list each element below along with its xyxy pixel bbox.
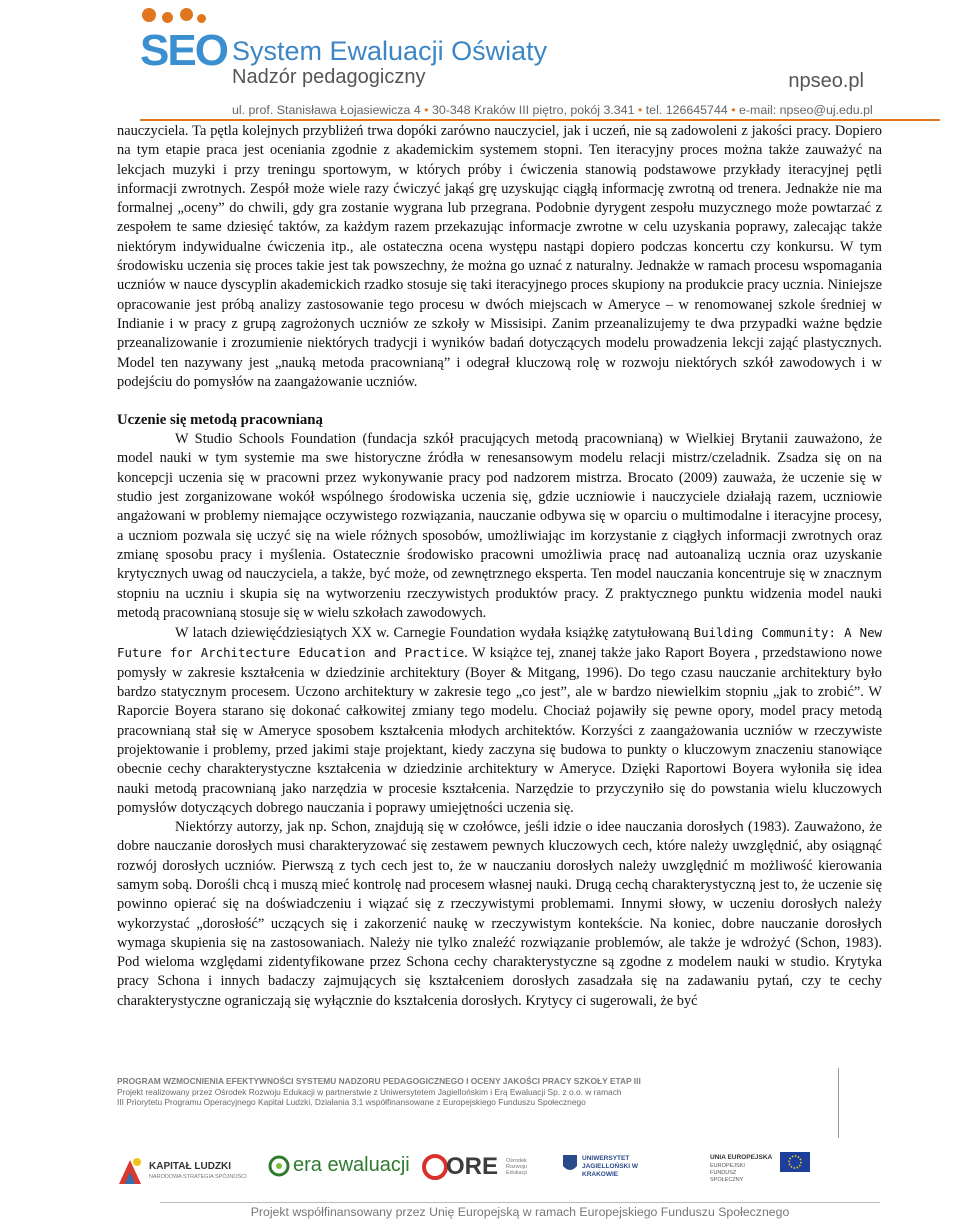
header-site-link[interactable]: npseo.pl xyxy=(788,70,864,92)
uj-crest-icon xyxy=(562,1154,578,1174)
era-text: era ewaluacji xyxy=(293,1154,410,1176)
header-address xyxy=(232,103,873,117)
paragraph-3-rest: . W książce tej, znanej także jako Raport Boyera , przedstawiono nowe pomysły w zakresie kształcenia w dziedzinie architektury (Boyer & Mitgang, 1996). Do tego czasu nauczanie architektury było bardzo statycznym procesem. Uczono architektury w zakresie tego „co jest”, ale w bardzo niewielkim stopniu „jak to zrobić”. W Raporcie Boyera starano się dokonać całkowitej zmiany tego modelu. Chociaż pojawiły się pewne opory, model pracy metodą pracownianą stał się w Ameryce sposobem kształcenia młodych architektów. Korzyści z zaangażowania uczniów w rzeczywiste projektowanie i problemy, przed jakimi staje projektant, kiedy zaczyna się budowa to punkty o kluczowym znaczeniu stanowiące obecnie cechy charakterystyczne kształcenia w dziedzinie architektury w Ameryce. Dzięki Raportowi Boyera wyłoniła się idea nauki metodą pracownianą jako narzędzia w procesie kształcenia. Narzędzie to przyczyniło się do powstania wielu kluczowych pomysłów dotyczących dobrego nauczania i poprawy umiejętności uczenia się. xyxy=(117,645,882,816)
footer-project-line: Projekt realizowany przez Ośrodek Rozwoju Edukacji w partnerstwie z Uniwersytetem Jagiellońskim i Erą Ewaluacji Sp. z o.o. w ramach xyxy=(117,1087,622,1097)
era-ewaluacji-logo xyxy=(267,1148,410,1194)
address-separator: • xyxy=(424,103,429,117)
ore-text: ORE xyxy=(446,1153,499,1180)
ue-logo xyxy=(710,1148,860,1194)
uj-logo xyxy=(562,1148,692,1194)
kapital-ludzki-icon xyxy=(117,1156,143,1186)
paragraph-3-start: W latach dziewięćdziesiątych XX w. Carnegie Foundation wydała książkę zatytułowaną xyxy=(175,625,694,642)
address-separator: • xyxy=(731,103,736,117)
paragraph-1: nauczyciela. Ta pętla kolejnych przybliżeń trwa dopóki zarówno nauczyciel, jak i uczeń, nie są zadowoleni z jakości pracy. Dopiero na tym etapie praca jest oceniania zgodnie z akademickim systemem stopni. Ten iteracyjny proces można także zauważyć na lekcjach muzyki i przy treningu sportowym, w których próby i ćwiczenia stanowią podstawowe przykłady iteracyjnej pętli informacji zwrotnych. Zespół może wiele razy ćwiczyć jakąś grę uzyskując ciągłą informację zwrotną od trenera. Jednakże nie ma formalnej „oceny” do chwili, gdy gra zostanie wygrana lub przegrana. Podobnie dyrygent zespołu muzycznego może powtarzać z zespołem te same dziesięć taktów, za każdym razem przekazując informacje zwrotne w celu uzyskania poprawy, zalecając także niektórym indywidualne ćwiczenia itp., ale ostateczna ocena występu nastąpi dopiero podczas koncertu czy konkursu. W tym środowisku uczenia się proces takie jest tak powszechny, że można go uznać z naturalny. Jednakże w ramach procesu wspomagania uczniów w nauce dyscyplin akademickich rzadko stosuje się taki iteracyjnego proces skupiony na produkcie pracy ucznia. Niniejsze opracowanie jest próbą analizy zastosowanie tego procesu w dwóch miejscach w Ameryce – w renomowanej szkole średniej w Indianie i w pracy z grupą zagrożonych uczniów ze szkoły w Missisipi. Zanim przeanalizujemy te dwa przypadki ważne będzie przeanalizowanie i zrozumienie niektórych tradycji i wyników badań dotyczących modelu prowadzenia lekcji zająć plastycznych. Model ten nazywany jest „nauką metoda pracownianą” i odegrał kluczową rolę w rozwoju niektórych szkół zawodowych i w podejściu do pomysłów na zaangażowanie uczniów. xyxy=(117,123,882,390)
book-title: Building Community: A New Future for Architecture Education and Practice xyxy=(117,625,883,661)
page-header xyxy=(0,0,960,122)
footer-program-info xyxy=(117,1076,837,1116)
footer-logos xyxy=(117,1148,957,1198)
header-subtitle: Nadzór pedagogiczny xyxy=(232,66,426,88)
ore-circle-icon xyxy=(422,1154,448,1180)
ue-text: UNIA EUROPEJSKA xyxy=(710,1154,773,1161)
address-email[interactable]: e-mail: npseo@uj.edu.pl xyxy=(738,103,873,117)
footer-priority-line: III Priorytetu Programu Operacyjnego Kapitał Ludzki, Działania 3.1 współfinansowane z Europejskiego Funduszu Społecznego xyxy=(117,1097,586,1107)
ue-sub: EUROPEJSKI FUNDUSZ SPOŁECZNY xyxy=(710,1163,745,1183)
header-title: System Ewaluacji Oświaty xyxy=(232,36,548,66)
paragraph-2: W Studio Schools Foundation (fundacja szkół pracujących metodą pracownianą) w Wielkiej Brytanii zauważono, że model nauki w tym systemie ma swe historyczne źródła w renesansowym modelu relacji mistrz/czeladnik. Zsadza się on na koncepcji uczenia się w pracowni przez wykonywanie pracy pod nadzorem mistrza. Brocato (2009) zauważa, że uczenie się w studio jest zorganizowane wokół wspólnego środowiska uczenia się, gdzie uczniowie i nauczyciele działają razem, uczniowie angażowani w problemy niemające oczywistego rozwiązania, nauczanie odbywa się w oparciu o multimodalne i iteracyjne procesy, a uczniom pozwala się uczyć się na wiele różnych sposobów, umożliwiając im korzystanie z ciągłych informacji zwrotnych oraz zmianę sposobu pracy i myślenia. Ostatecznie środowisko pracowni umożliwia pracę nad autoanalizą ucznia oraz uzyskanie krytycznych uwag od nauczyciela, a także, być może, od zewnętrznego eksperta. Ten model nauczania koncentruje się w znacznym stopniu na uczniu i skupia się na wytworzeniu rzeczywistych produktów pracy. Z praktycznego punktu widzenia model nauki metodą pracownianą stosuje się w wielu szkołach zawodowych. xyxy=(117,431,882,621)
kapital-ludzki-logo xyxy=(117,1148,267,1194)
eu-flag-icon xyxy=(780,1152,810,1172)
ore-sub: Ośrodek Rozwoju Edukacji xyxy=(506,1158,528,1176)
uj-text: UNIWERSYTET JAGIELLOŃSKI W KRAKOWIE xyxy=(582,1155,638,1178)
paragraph-3 xyxy=(117,623,882,818)
address-phone: tel. 126645744 xyxy=(645,103,728,117)
kapital-ludzki-text: KAPITAŁ LUDZKI xyxy=(149,1161,232,1172)
seo-logo xyxy=(140,8,227,100)
page-footer xyxy=(0,1068,960,1220)
footer-program-line: PROGRAM WZMOCNIENIA EFEKTYWNOŚCI SYSTEMU NADZORU PEDAGOGICZNEGO I OCENY JAKOŚCI PRACY SZKOŁY ETAP III xyxy=(117,1076,641,1086)
footer-divider xyxy=(838,1068,839,1138)
address-street: ul. prof. Stanisława Łojasiewicza 4 xyxy=(232,103,421,117)
seo-logo-text: SEO xyxy=(140,26,227,75)
era-swirl-icon xyxy=(267,1154,291,1178)
ore-logo xyxy=(422,1148,552,1194)
address-separator: • xyxy=(637,103,643,117)
section-heading: Uczenie się metodą pracownianą xyxy=(117,412,323,429)
paragraph-4: Niektórzy autorzy, jak np. Schon, znajdują się w czołówce, jeśli idzie o idee nauczania dorosłych (1983). Zauważono, że dobre nauczanie dorosłych musi charakteryzować się zestawem pewnych kluczowych cech, które należy uwzględnić, aby osiągnąć rozwój dorosłych uczniów. Pierwszą z tych cech jest to, że w nauczaniu dorosłych należy uwzględnić m możliwość kierowania samym sobą. Dorośli chcą i muszą mieć kontrolę nad procesem własnej nauki. Drugą cechą charakterystyczną jest to, że uczenie się powinno opierać się na doświadczeniu i wiązać się z rzeczywistymi problemami. Innymi słowy, w uczeniu dorosłych należy wykorzystać „dorosłość” uczących się i zakorzenić naukę w rzeczywistym kontekście. Na koniec, dobre nauczanie dorosłych wymaga skupienia się na zastosowaniach. Należy nie tylko znaleźć rozwiązanie problemów, ale także je wdrożyć (Schon, 1983). Pod wieloma względami zidentyfikowane przez Schona cechy charakterystyczne są zgodne z modelem nauki w studio. Krytyka pracy Schona i innych badaczy zajmujących się kształceniem dorosłych zasadzała się na zadawaniu pytań, czy te cechy charakterystyczne ograniczają się wyłącznie do kształcenia dorosłych. Krytycy ci sugerowali, że być xyxy=(117,819,882,1009)
header-divider xyxy=(140,119,940,121)
kapital-ludzki-sub: NARODOWA STRATEGIA SPÓJNOŚCI xyxy=(149,1174,247,1180)
address-city: 30-348 Kraków III piętro, pokój 3.341 xyxy=(431,103,635,117)
footer-cofinanced-note: Projekt współfinansowany przez Unię Europejską w ramach Europejskiego Funduszu Społecznego xyxy=(160,1202,880,1219)
document-body xyxy=(117,122,882,1011)
